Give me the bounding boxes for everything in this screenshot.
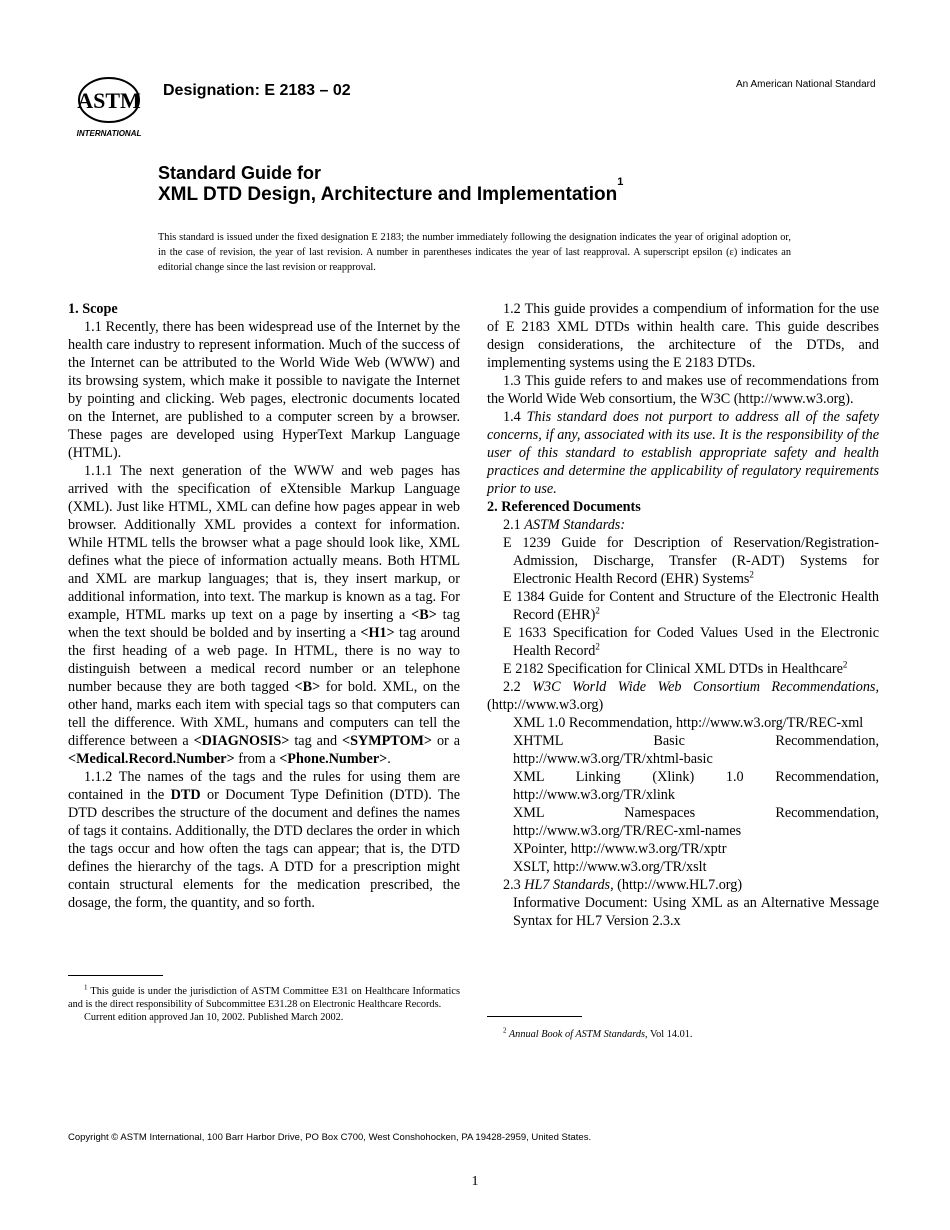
footnote-2-text	[487, 1028, 879, 1041]
tag-h1: <H1>	[360, 625, 395, 641]
para-2-1	[487, 516, 879, 534]
ref-item	[503, 588, 879, 624]
text: , Vol 14.01.	[645, 1029, 693, 1040]
para-1-1: 1.1 Recently, there has been widespread use of the Internet by the health care industry to represent information. Much of the success of the Internet can be attributed to the World Wide Web (WWW) and its browsing system, which make it possible to navigate the Internet by pointing and clicking. Web pages, electronic documents located on the Internet, are published to a computer screen by a browser. These pages are developed using HyperText Markup Language (HTML).	[68, 319, 460, 461]
title-footnote-mark: 1	[617, 176, 624, 188]
footnote-1	[68, 985, 460, 1024]
hl7-ref-item: Informative Document: Using XML as an Alternative Message Syntax for HL7 Version 2.3.x	[513, 895, 879, 929]
tag-phone-number: <Phone.Number>	[279, 751, 388, 767]
w3c-ref-item: XML Namespaces Recommendation, http://www.w3.org/TR/REC-xml-names	[513, 805, 879, 839]
ref-code: E 1384	[503, 589, 545, 605]
text: 2.3	[503, 877, 525, 893]
ref-note: 2	[595, 605, 600, 616]
tag-medical-record-number: <Medical.Record.Number>	[68, 751, 235, 767]
tag-symptom: <SYMPTOM>	[342, 733, 433, 749]
left-column	[68, 300, 460, 912]
text: 1.4	[503, 409, 527, 425]
para-1-2: 1.2 This guide provides a compendium of information for the use of E 2183 XML DTDs within health care. This guide describes design considerations, the architecture of the DTDs, and implementing systems using the E 2183 DTDs.	[487, 301, 879, 371]
text: for bold. XML, on the other hand, marks each item with special tags so that computers can tell the difference. With XML, humans and computers can tell the difference between a	[68, 679, 460, 749]
ref-code: E 1239	[503, 535, 551, 551]
w3c-ref-item: XHTML Basic Recommendation, http://www.w3.org/TR/xhtml-basic	[513, 733, 879, 767]
footnote-mark: 1	[84, 983, 88, 992]
ref-code: E 1633	[503, 625, 547, 641]
text: tag and	[289, 733, 343, 749]
text: tag when the text should be bolded and by inserting a	[68, 607, 460, 641]
para-1-3: 1.3 This guide refers to and makes use of recommendations from the World Wide Web consortium, the W3C (http://www.w3.org).	[487, 373, 879, 407]
astm-logo	[68, 76, 150, 138]
ref-text: Specification for Clinical XML DTDs in Healthcare	[543, 661, 843, 677]
para-1-1-2	[68, 768, 460, 912]
footnote-rule	[68, 975, 163, 976]
ref-text: Guide for Content and Structure of the Electronic Health Record (EHR)	[513, 589, 879, 623]
page-number: 1	[471, 1174, 479, 1189]
designation: Designation: E 2183 – 02	[163, 82, 351, 99]
hl7-url: (http://www.HL7.org)	[613, 877, 743, 893]
ref-note: 2	[595, 641, 600, 652]
title-line-2	[158, 176, 624, 206]
title-main: XML DTD Design, Architecture and Implementation	[158, 184, 618, 205]
text: Annual Book of ASTM Standards	[506, 1029, 646, 1040]
national-standard-label: An American National Standard	[736, 79, 876, 90]
w3c-ref-item: XML 1.0 Recommendation, http://www.w3.org/TR/REC-xml	[513, 715, 864, 731]
para-2-3	[487, 876, 879, 894]
section-heading-referenced: 2. Referenced Documents	[487, 499, 641, 515]
astm-standards-label: ASTM Standards:	[524, 517, 626, 533]
footnote-2	[487, 1028, 879, 1041]
text: or a	[432, 733, 460, 749]
ref-item	[503, 534, 879, 588]
footnote-1-text	[68, 985, 460, 1011]
text: or Document Type Definition (DTD). The DTD describes the structure of the document and defines the names of tags it contains. Additionally, the DTD declares the order in which the tags occur and how often the tags can appear; that is, the DTD defines the hierarchy of the tags. A DTD for a prescription might contain structural elements for the medication prescribed, the dosage, the form, the quantity, and so forth.	[68, 787, 460, 911]
w3c-url: (http://www.w3.org)	[487, 697, 604, 713]
right-column	[487, 300, 879, 930]
footnote-1-edition: Current edition approved Jan 10, 2002. Published March 2002.	[84, 1012, 344, 1023]
w3c-ref-item: XSLT, http://www.w3.org/TR/xslt	[513, 859, 707, 875]
logo-subtext: INTERNATIONAL	[76, 129, 142, 138]
text: 1.1.2 The names of the tags and the rules for using them are contained in the	[68, 769, 460, 803]
footnote-rule	[487, 1016, 582, 1017]
title-line-1: Standard Guide for	[158, 163, 322, 183]
ref-note: 2	[749, 569, 754, 580]
dtd-bold: DTD	[170, 787, 201, 803]
safety-caveat: This standard does not purport to address all of the safety concerns, if any, associated with its use. It is the responsibility of the user of this standard to establish appropriate safety and health practices and determine the applicability of regulatory requirements prior to use.	[487, 409, 879, 497]
tag-b: <B>	[411, 607, 437, 623]
tag-b: <B>	[294, 679, 321, 695]
ref-text: Guide for Description of Reservation/Registration-Admission, Discharge, Transfer (R-ADT) Systems for Electronic Health Record (EHR) Systems	[513, 535, 879, 587]
ref-item	[503, 660, 879, 678]
preface-note: This standard is issued under the fixed designation E 2183; the number immediately following the designation indicates the year of original adoption or, in the case of revision, the year of last revision. A number in parentheses indicates the year of last reapproval. A superscript epsilon (ε) indicates an editorial change since the last revision or reapproval.	[158, 232, 791, 273]
text: from a	[234, 751, 280, 767]
para-1-1-1	[68, 462, 460, 768]
w3c-ref-item: XML Linking (Xlink) 1.0 Recommendation, http://www.w3.org/TR/xlink	[513, 769, 879, 803]
text: .	[387, 751, 391, 767]
para-2-2	[487, 678, 879, 714]
ref-note: 2	[842, 659, 848, 670]
text: 2.1	[503, 517, 525, 533]
text: 1.1.1 The next generation of the WWW and web pages has arrived with the specification of eXtensible Markup Language (XML). Just like HTML, XML can define how pages appear in web browser. Additionally XML provides a context for information. While HTML tells the browser what a page should look like, XML defines what the piece of information actually means. Both HTML and XML are markup languages; that is, they insert markup, or additional information, into text. The markup is known as a tag. For example, HTML marks up text on a page by inserting a	[68, 463, 460, 623]
ref-text: Specification for Coded Values Used in the Electronic Health Record	[513, 625, 879, 659]
text: This guide is under the jurisdiction of ASTM Committee E31 on Healthcare Informatics and is the direct responsibility of Subcommittee E31.28 on Electronic Healthcare Records.	[68, 986, 460, 1010]
w3c-ref-item: XPointer, http://www.w3.org/TR/xptr	[513, 841, 727, 857]
ref-code: E 2182	[503, 661, 544, 677]
copyright: Copyright © ASTM International, 100 Barr Harbor Drive, PO Box C700, West Conshohocken, PA 19428-2959, United States.	[68, 1132, 592, 1143]
tag-diagnosis: <DIAGNOSIS>	[193, 733, 290, 749]
footnote-mark: 2	[503, 1026, 507, 1035]
hl7-label: HL7 Standards,	[524, 877, 614, 893]
para-1-4	[487, 408, 879, 498]
logo-text: ASTM	[77, 88, 141, 113]
text: tag around the first heading of a web page. In HTML, there is no way to distinguish between a medical record number or an telephone number because they are both tagged	[68, 625, 460, 695]
w3c-label: W3C World Wide Web Consortium Recommendations,	[532, 679, 880, 695]
ref-item	[503, 624, 879, 660]
text: 2.2	[503, 679, 533, 695]
section-heading-scope: 1. Scope	[68, 301, 118, 317]
